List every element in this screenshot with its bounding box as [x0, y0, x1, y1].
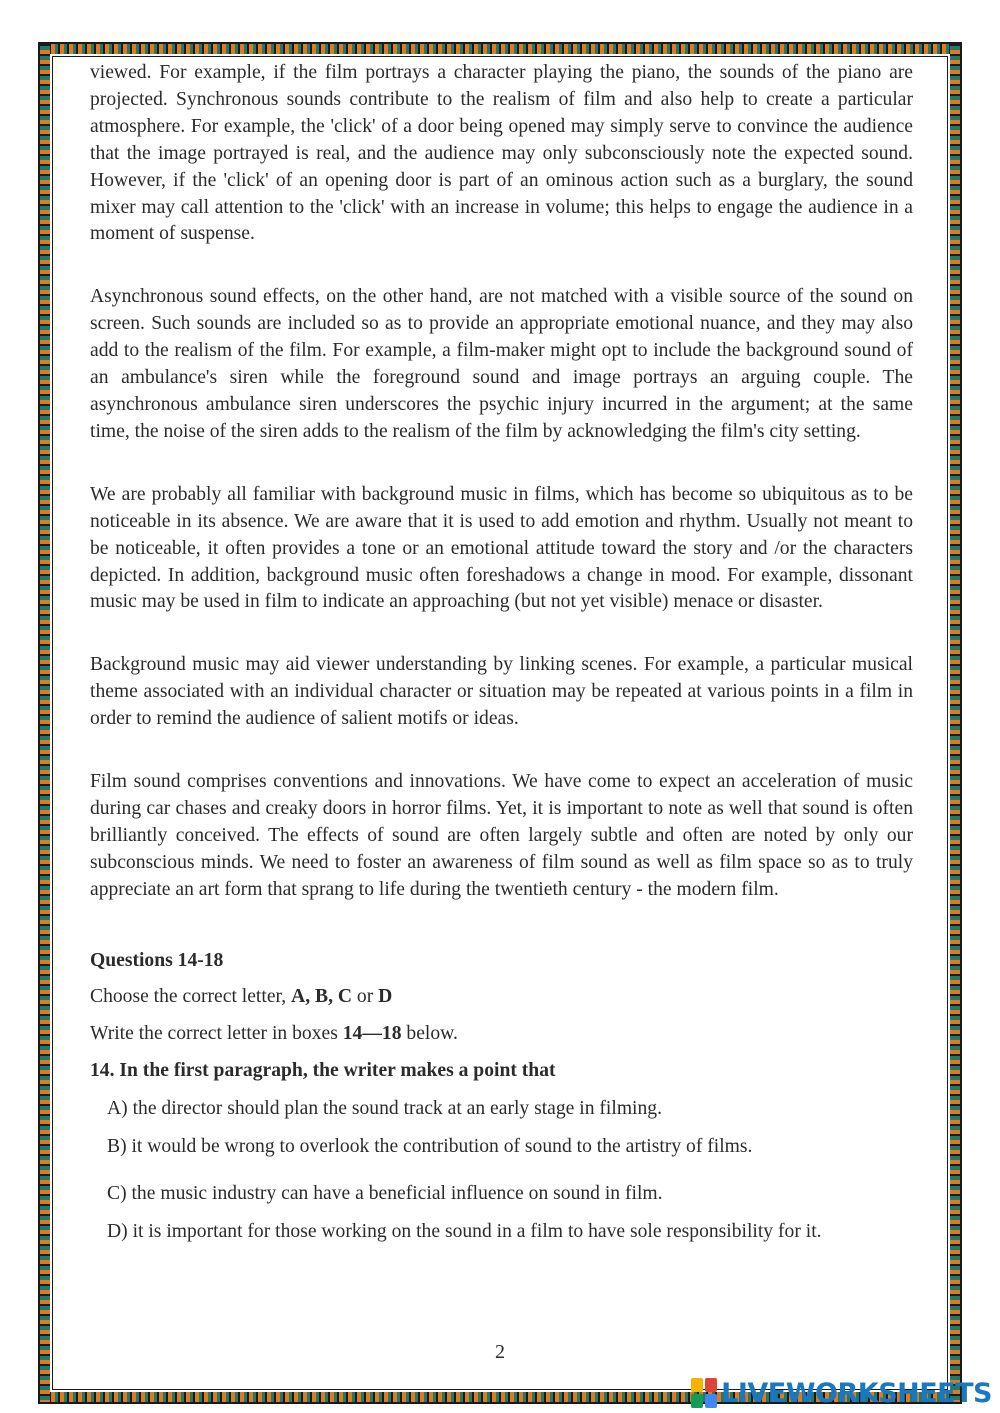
instruction-choose	[90, 984, 913, 1011]
document-body	[90, 60, 913, 1257]
question-14-stem: 14. In the first paragraph, the writer makes a point that	[90, 1060, 556, 1082]
instruction-text: or	[352, 986, 379, 1008]
instruction-write	[90, 1021, 913, 1048]
border-band-top	[40, 44, 960, 54]
instruction-text: Choose the correct letter,	[90, 986, 292, 1008]
question-14-option-a[interactable]: A) the director should plan the sound track at an early stage in filming.	[107, 1098, 662, 1120]
border-band-left	[40, 44, 50, 1402]
instruction-text: Write the correct letter in boxes	[90, 1023, 343, 1045]
question-14-option-c[interactable]: C) the music industry can have a beneficial influence on sound in film.	[107, 1183, 663, 1204]
paragraph: viewed. For example, if the film portrays a character playing the piano, the sounds of the piano are projected. Synchronous sounds contribute to the realism of film and also help to create a particular atmosphere. For example, the 'click' of a door being opened may simply serve to convince the audience that the image portrayed is real, and the audience may only subconsciously note the expected sound. However, if the 'click' of an opening door is part of an ominous action such as a burglary, the sound mixer may call attention to the 'click' with an increase in volume; this helps to engage the audience in a moment of suspense.	[90, 62, 913, 245]
border-band-right	[950, 44, 960, 1402]
instruction-letter-d: D	[378, 986, 393, 1008]
instruction-text: below.	[401, 1023, 458, 1045]
watermark-text: LIVEWORKSHEETS	[721, 1377, 992, 1409]
liveworksheets-logo-icon	[691, 1378, 717, 1408]
question-14-option-d[interactable]: D) it is important for those working on the sound in a film to have sole responsibility for it.	[107, 1220, 822, 1242]
questions-heading: Questions 14-18	[90, 949, 224, 971]
paragraph: We are probably all familiar with background music in films, which has become so ubiquitous as to be noticeable in its absence. We are aware that it is used to add emotion and rhythm. Usually not meant to be noticeable, it often provides a tone or an emotional attitude toward the story and /or the characters depicted. In addition, background music often foreshadows a change in mood. For example, dissonant music may be used in film to indicate an approaching (but not yet visible) menace or disaster.	[90, 483, 913, 613]
instruction-letters: A, B, C	[291, 986, 353, 1008]
paragraph: Film sound comprises conventions and innovations. We have come to expect an acceleration of music during car chases and creaky doors in horror films. Yet, it is important to note as well that sound is often brilliantly conceived. The effects of sound are often largely subtle and often are noted by only our subconscious minds. We need to foster an awareness of film sound as well as film space so as to truly appreciate an art form that sprang to life during the twentieth century - the modern film.	[90, 771, 913, 900]
paragraph: Background music may aid viewer understanding by linking scenes. For example, a particular musical theme associated with an individual character or situation may be repeated at various points in a film in order to remind the audience of salient motifs or ideas.	[90, 654, 913, 730]
page-number: 2	[495, 1341, 505, 1363]
liveworksheets-watermark	[691, 1376, 992, 1410]
paragraph: Asynchronous sound effects, on the other hand, are not matched with a visible source of the sound on screen. Such sounds are included so as to provide an appropriate emotional nuance, and they may also add to the realism of the film. For example, a film-maker might opt to include the background sound of an ambulance's siren while the foreground sound and image portrays an arguing couple. The asynchronous ambulance siren underscores the psychic injury incurred in the argument; at the same time, the noise of the siren adds to the realism of the film by acknowledging the film's city setting.	[90, 286, 913, 442]
question-14-option-b[interactable]: B) it would be wrong to overlook the contribution of sound to the artistry of films.	[107, 1136, 753, 1158]
instruction-range: 14—18	[342, 1023, 402, 1045]
